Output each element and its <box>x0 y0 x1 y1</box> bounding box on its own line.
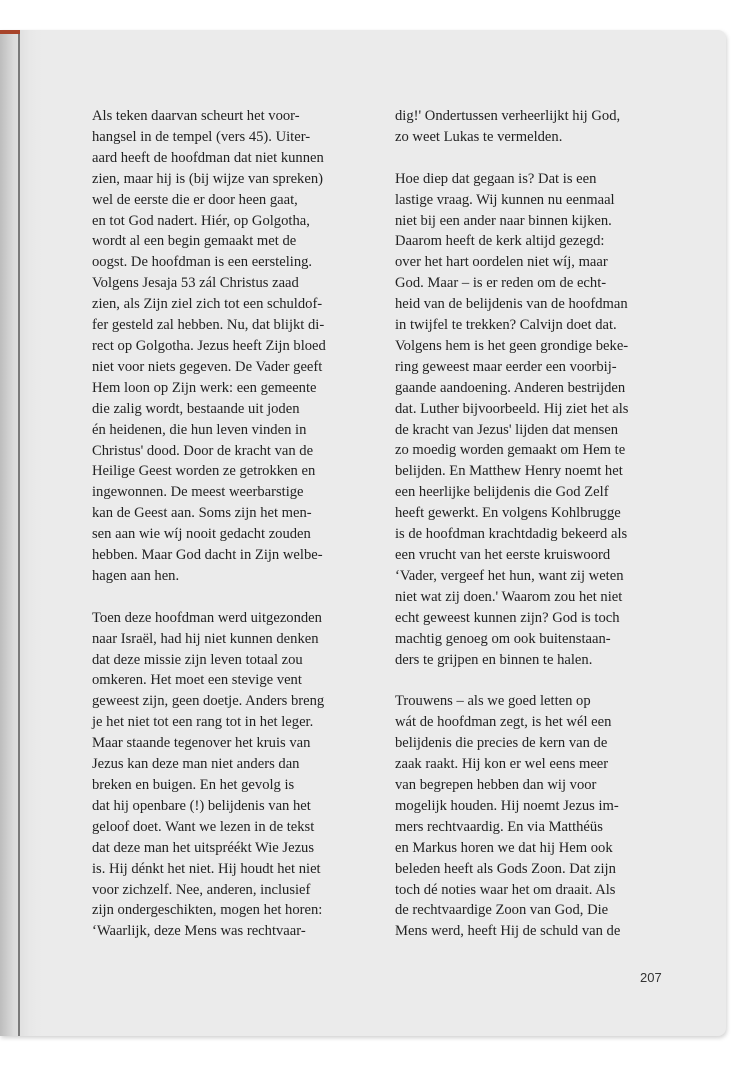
text-line: aard heeft de hoofdman dat niet kunnen <box>92 149 324 166</box>
text-line: zien, als Zijn ziel zich tot een schuldof- <box>92 296 323 313</box>
text-line: die zalig wordt, bestaande uit joden <box>92 400 300 417</box>
right-paragraph-2 <box>395 169 665 671</box>
text-line: belijden. En Matthew Henry noemt het <box>395 463 623 480</box>
text-line: Heilige Geest worden ze getrokken en <box>92 463 316 480</box>
text-line: geloof doet. Want we lezen in de tekst <box>92 818 315 835</box>
text-line: toch dé noties waar het om draait. Als <box>395 881 616 898</box>
text-line: ‘Vader, vergeef het hun, want zij weten <box>395 567 624 584</box>
text-line: lastige vraag. Wij kunnen nu eenmaal <box>395 191 615 208</box>
text-line: zien, maar hij is (bij wijze van spreken) <box>92 170 323 187</box>
text-line: hebben. Maar God dacht in Zijn welbe- <box>92 547 323 564</box>
text-line: Hoe diep dat gegaan is? Dat is een <box>395 170 597 187</box>
text-line: zo moedig worden gemaakt om Hem te <box>395 442 626 459</box>
text-line: en Markus horen we dat hij Hem ook <box>395 839 613 856</box>
text-line: mers rechtvaardig. En via Matthéüs <box>395 818 603 835</box>
text-line: in twijfel te trekken? Calvijn doet dat. <box>395 317 617 334</box>
right-column <box>395 106 665 963</box>
right-paragraph-1 <box>395 106 665 148</box>
text-line: ders te grijpen en binnen te halen. <box>395 651 593 668</box>
right-paragraph-3 <box>395 691 665 942</box>
text-line: van begrepen hebben dan wij voor <box>395 776 597 793</box>
text-line: breken en buigen. En het gevolg is <box>92 776 295 793</box>
text-line: God. Maar – is er reden om de echt- <box>395 275 607 292</box>
text-line: Maar staande tegenover het kruis van <box>92 735 311 752</box>
text-line: belijdenis die precies de kern van de <box>395 735 608 752</box>
text-line: de kracht van Jezus' lijden dat mensen <box>395 421 619 438</box>
text-line: ingewonnen. De meest weerbarstige <box>92 484 304 501</box>
text-line: je het niet tot een rang tot in het leger. <box>92 714 314 731</box>
left-paragraph-1 <box>92 106 362 587</box>
text-line: dat hij openbare (!) belijdenis van het <box>92 797 311 814</box>
text-line: zo weet Lukas te vermelden. <box>395 128 563 145</box>
text-line: Jezus kan deze man niet anders dan <box>92 756 300 773</box>
page-number: 207 <box>640 970 662 985</box>
text-line: Christus' dood. Door de kracht van de <box>92 442 314 459</box>
text-line: Volgens Jesaja 53 zál Christus zaad <box>92 275 299 292</box>
text-line: geweest zijn, geen doetje. Anders breng <box>92 693 325 710</box>
text-line: Volgens hem is het geen grondige beke- <box>395 337 629 354</box>
text-line: omkeren. Het moet een stevige vent <box>92 672 302 689</box>
text-line: Daarom heeft de kerk altijd gezegd: <box>395 233 605 250</box>
spine-accent <box>0 30 20 34</box>
text-line: voor zichzelf. Nee, anderen, inclusief <box>92 881 311 898</box>
text-line: Hem loon op Zijn werk: een gemeente <box>92 379 317 396</box>
text-line: zijn ondergeschikten, mogen het horen: <box>92 902 323 919</box>
text-line: mogelijk houden. Hij noemt Jezus im- <box>395 797 619 814</box>
text-line: beleden heeft als Gods Zoon. Dat zijn <box>395 860 616 877</box>
text-line: en tot God nadert. Hiér, op Golgotha, <box>92 212 310 229</box>
text-line: een vrucht van het eerste kruiswoord <box>395 547 611 564</box>
text-line: wát de hoofdman zegt, is het wél een <box>395 714 612 731</box>
text-line: oogst. De hoofdman is een eersteling. <box>92 254 313 271</box>
left-column <box>92 106 362 963</box>
text-line: hagen aan hen. <box>92 567 180 584</box>
text-line: Mens werd, heeft Hij de schuld van de <box>395 923 621 940</box>
text-line: wordt al een begin gemaakt met de <box>92 233 297 250</box>
text-line: zaak raakt. Hij kon er wel eens meer <box>395 756 609 773</box>
text-line: rect op Golgotha. Jezus heeft Zijn bloed <box>92 337 326 354</box>
text-line: Als teken daarvan scheurt het voor- <box>92 108 300 124</box>
text-line: niet wat zij doen.' Waarom zou het niet <box>395 588 623 605</box>
text-line: dat deze man het uitspréékt Wie Jezus <box>92 839 315 856</box>
text-line: machtig genoeg om ook buitenstaan- <box>395 630 611 647</box>
text-line: kan de Geest aan. Soms zijn het men- <box>92 505 312 522</box>
text-line: hangsel in de tempel (vers 45). Uiter- <box>92 128 311 145</box>
text-line: is. Hij dénkt het niet. Hij houdt het niet <box>92 860 321 877</box>
text-line: én heidenen, die hun leven vinden in <box>92 421 307 438</box>
text-line: heeft gewerkt. En volgens Kohlbrugge <box>395 505 621 522</box>
text-line: ring geweest maar eerder een voorbij- <box>395 358 617 375</box>
text-line: een heerlijke belijdenis die God Zelf <box>395 484 609 501</box>
text-line: heid van de belijdenis van de hoofdman <box>395 296 628 313</box>
spine-edge <box>18 30 20 1036</box>
text-line: is de hoofdman krachtdadig bekeerd als <box>395 526 628 543</box>
text-line: Toen deze hoofdman werd uitgezonden <box>92 609 322 626</box>
text-line: niet voor niets gegeven. De Vader geeft <box>92 358 323 375</box>
text-line: dat deze missie zijn leven totaal zou <box>92 651 303 668</box>
text-line: over het hart oordelen niet wíj, maar <box>395 254 608 271</box>
binding-shadow <box>0 30 42 1036</box>
text-line: gaande aandoening. Anderen bestrijden <box>395 379 626 396</box>
book-page <box>0 30 726 1036</box>
text-line: fer gesteld zal hebben. Nu, dat blijkt di- <box>92 317 325 334</box>
text-line: de rechtvaardige Zoon van God, Die <box>395 902 609 919</box>
text-line: naar Israël, had hij niet kunnen denken <box>92 630 319 647</box>
left-paragraph-2 <box>92 608 362 943</box>
text-line: echt geweest kunnen zijn? God is toch <box>395 609 620 626</box>
text-line: niet bij een ander naar binnen kijken. <box>395 212 612 229</box>
text-line: sen aan wie wíj nooit gedacht zouden <box>92 526 311 543</box>
text-line: wel de eerste die er door heen gaat, <box>92 191 298 208</box>
text-line: dat. Luther bijvoorbeeld. Hij ziet het als <box>395 400 629 417</box>
text-line: ‘Waarlijk, deze Mens was rechtvaar- <box>92 923 306 940</box>
text-line: dig!' Ondertussen verheerlijkt hij God, <box>395 108 621 124</box>
text-line: Trouwens – als we goed letten op <box>395 693 591 710</box>
